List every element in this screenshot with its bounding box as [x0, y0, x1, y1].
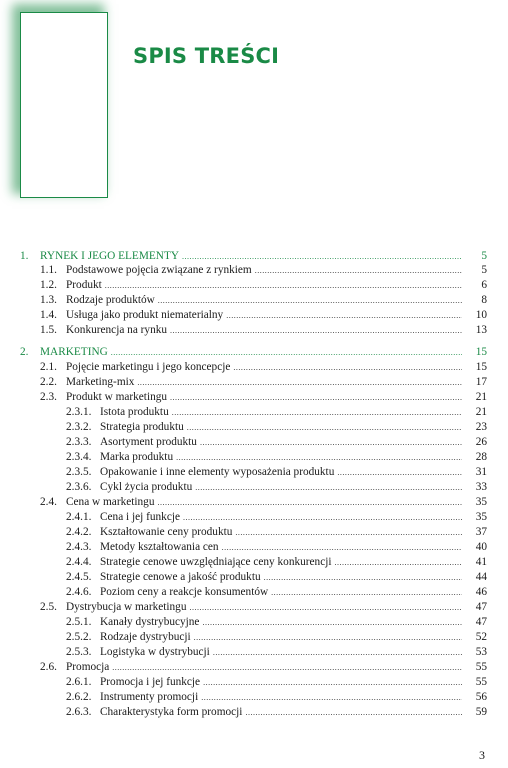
toc-entry: [40, 324, 487, 338]
toc-entry-label: Rodzaje dystrybucji: [100, 631, 191, 643]
toc-entry: [40, 309, 487, 323]
dot-leader: [194, 633, 462, 642]
toc-entry: [40, 601, 487, 615]
toc-entry-page: 8: [481, 294, 487, 306]
toc-entry-page: 37: [475, 526, 487, 538]
toc-entry: [66, 541, 487, 555]
toc-entry: [66, 586, 487, 600]
dot-leader: [170, 393, 462, 402]
toc-entry: [66, 631, 487, 645]
dot-leader: [226, 311, 462, 320]
toc-entry: [66, 481, 487, 495]
dot-leader: [189, 603, 462, 612]
toc-entry-page: 28: [475, 451, 487, 463]
toc-entry-page: 15: [475, 361, 487, 373]
toc-entry-number: 2.6.: [40, 661, 57, 673]
toc-entry-page: 56: [475, 691, 487, 703]
toc-entry: [66, 466, 487, 480]
toc-entry: [40, 391, 487, 405]
dot-leader: [235, 528, 462, 537]
toc-entry-number: 1.: [20, 250, 29, 262]
toc-entry-number: 2.2.: [40, 376, 57, 388]
toc-entry-label: Promocja: [66, 661, 110, 673]
toc-entry: [66, 406, 487, 420]
toc-entry-number: 1.2.: [40, 279, 57, 291]
toc-entry-page: 52: [475, 631, 487, 643]
toc-entry-label: MARKETING: [40, 346, 108, 358]
dot-leader: [222, 543, 462, 552]
dot-leader: [183, 513, 462, 522]
toc-entry: [66, 526, 487, 540]
toc-entry-number: 2.3.3.: [66, 436, 92, 448]
toc-entry-page: 10: [475, 309, 487, 321]
toc-entry-number: 2.6.1.: [66, 676, 92, 688]
toc-entry: [66, 676, 487, 690]
toc-entry-page: 15: [475, 346, 487, 358]
toc-entry-page: 59: [475, 706, 487, 718]
toc-entry: [66, 616, 487, 630]
dot-leader: [233, 363, 462, 372]
toc-entry-label: Marka produktu: [100, 451, 174, 463]
toc-entry-label: Opakowanie i inne elementy wyposażenia produktu: [100, 466, 335, 478]
page-title: SPIS TREŚCI: [133, 44, 280, 68]
toc-entry-page: 35: [475, 496, 487, 508]
toc-chapter-entry: [20, 250, 487, 264]
toc-entry-number: 2.3.2.: [66, 421, 92, 433]
dot-leader: [203, 678, 462, 687]
dot-leader: [111, 348, 462, 357]
decorative-green-box: [20, 12, 108, 198]
toc-entry-page: 47: [475, 601, 487, 613]
toc-entry-page: 41: [475, 556, 487, 568]
toc-entry-number: 1.4.: [40, 309, 57, 321]
toc-entry-label: Istota produktu: [100, 406, 169, 418]
toc-entry-label: RYNEK I JEGO ELEMENTY: [40, 250, 179, 262]
dot-leader: [334, 558, 462, 567]
dot-leader: [337, 468, 462, 477]
toc-entry-number: 2.4.6.: [66, 586, 92, 598]
toc-entry: [66, 691, 487, 705]
toc-entry-label: Promocja i jej funkcje: [100, 676, 201, 688]
toc-entry-page: 21: [475, 406, 487, 418]
dot-leader: [170, 326, 462, 335]
toc-entry-number: 2.3.: [40, 391, 57, 403]
toc-entry-page: 44: [475, 571, 487, 583]
toc-entry-number: 1.3.: [40, 294, 57, 306]
dot-leader: [271, 588, 462, 597]
toc-entry-page: 31: [475, 466, 487, 478]
toc-entry-label: Instrumenty promocji: [100, 691, 199, 703]
dot-leader: [157, 498, 462, 507]
toc-entry-label: Kanały dystrybucyjne: [100, 616, 200, 628]
toc-entry-label: Konkurencja na rynku: [66, 324, 168, 336]
toc-entry-number: 2.: [20, 346, 29, 358]
toc-entry-label: Charakterystyka form promocji: [100, 706, 243, 718]
toc-entry-page: 5: [481, 264, 487, 276]
toc-entry-label: Poziom ceny a reakcje konsumentów: [100, 586, 269, 598]
dot-leader: [264, 573, 462, 582]
toc-entry-number: 2.5.: [40, 601, 57, 613]
toc-entry-number: 1.1.: [40, 264, 57, 276]
dot-leader: [213, 648, 462, 657]
toc-entry-page: 13: [475, 324, 487, 336]
toc-entry-number: 1.5.: [40, 324, 57, 336]
toc-entry: [66, 706, 487, 720]
toc-entry-number: 2.5.3.: [66, 646, 92, 658]
dot-leader: [255, 266, 462, 275]
toc-entry-page: 46: [475, 586, 487, 598]
dot-leader: [176, 453, 462, 462]
toc-entry-page: 55: [475, 661, 487, 673]
toc-entry-number: 2.4.5.: [66, 571, 92, 583]
toc-entry-label: Podstawowe pojęcia związane z rynkiem: [66, 264, 252, 276]
toc-entry-number: 2.4.1.: [66, 511, 92, 523]
toc-entry-number: 2.3.5.: [66, 466, 92, 478]
dot-leader: [187, 423, 462, 432]
toc-entry-number: 2.5.2.: [66, 631, 92, 643]
toc-entry: [66, 451, 487, 465]
toc-entry-label: Marketing-mix: [66, 376, 135, 388]
dot-leader: [245, 708, 462, 717]
toc-entry-number: 2.4.2.: [66, 526, 92, 538]
toc-entry-number: 2.3.6.: [66, 481, 92, 493]
toc-entry: [40, 294, 487, 308]
toc-entry: [40, 376, 487, 390]
toc-entry-page: 47: [475, 616, 487, 628]
dot-leader: [137, 378, 462, 387]
toc-entry-page: 21: [475, 391, 487, 403]
toc-entry-page: 35: [475, 511, 487, 523]
toc-entry: [66, 646, 487, 660]
toc-entry-number: 2.5.1.: [66, 616, 92, 628]
toc-entry: [40, 279, 487, 293]
toc-entry: [66, 571, 487, 585]
toc-entry-number: 2.6.2.: [66, 691, 92, 703]
toc-entry-number: 2.3.1.: [66, 406, 92, 418]
dot-leader: [201, 693, 462, 702]
toc-entry-label: Cykl życia produktu: [100, 481, 193, 493]
toc-entry-page: 5: [481, 250, 487, 262]
toc-entry: [40, 496, 487, 510]
toc-entry-page: 17: [475, 376, 487, 388]
toc-entry-label: Rodzaje produktów: [66, 294, 155, 306]
toc-entry-number: 2.3.4.: [66, 451, 92, 463]
toc-entry-page: 33: [475, 481, 487, 493]
dot-leader: [202, 618, 462, 627]
toc-entry-label: Kształtowanie ceny produktu: [100, 526, 233, 538]
page-number: 3: [479, 748, 485, 762]
toc-chapter-entry: [20, 346, 487, 360]
dot-leader: [182, 252, 462, 261]
dot-leader: [105, 281, 462, 290]
toc-entry-label: Logistyka w dystrybucji: [100, 646, 210, 658]
toc-entry-page: 53: [475, 646, 487, 658]
dot-leader: [112, 663, 462, 672]
toc-entry-number: 2.4.: [40, 496, 57, 508]
toc-entry: [40, 661, 487, 675]
toc-entry-number: 2.6.3.: [66, 706, 92, 718]
toc-entry-label: Metody kształtowania cen: [100, 541, 219, 553]
toc-entry-label: Dystrybucja w marketingu: [66, 601, 187, 613]
dot-leader: [195, 483, 462, 492]
dot-leader: [200, 438, 462, 447]
toc-entry-label: Cena i jej funkcje: [100, 511, 180, 523]
toc-entry: [66, 436, 487, 450]
dot-leader: [172, 408, 462, 417]
toc-entry-page: 23: [475, 421, 487, 433]
toc-entry-label: Cena w marketingu: [66, 496, 155, 508]
toc-entry: [66, 556, 487, 570]
toc-entry-label: Strategie cenowe uwzględniające ceny konkurencji: [100, 556, 332, 568]
toc-entry-page: 26: [475, 436, 487, 448]
toc-entry: [66, 511, 487, 525]
toc-entry-label: Strategie cenowe a jakość produktu: [100, 571, 261, 583]
toc-entry-number: 2.4.4.: [66, 556, 92, 568]
toc-entry-page: 55: [475, 676, 487, 688]
toc-entry-number: 2.4.3.: [66, 541, 92, 553]
toc-entry-label: Usługa jako produkt niematerialny: [66, 309, 224, 321]
toc-entry: [40, 264, 487, 278]
toc-entry-label: Produkt: [66, 279, 102, 291]
dot-leader: [158, 296, 462, 305]
toc-entry-number: 2.1.: [40, 361, 57, 373]
toc-entry: [66, 421, 487, 435]
toc-entry-label: Asortyment produktu: [100, 436, 197, 448]
toc-entry: [40, 361, 487, 375]
toc-entry-page: 40: [475, 541, 487, 553]
toc-entry-label: Strategia produktu: [100, 421, 184, 433]
toc-entry-label: Produkt w marketingu: [66, 391, 168, 403]
toc-entry-page: 6: [481, 279, 487, 291]
toc-entry-label: Pojęcie marketingu i jego koncepcje: [66, 361, 231, 373]
